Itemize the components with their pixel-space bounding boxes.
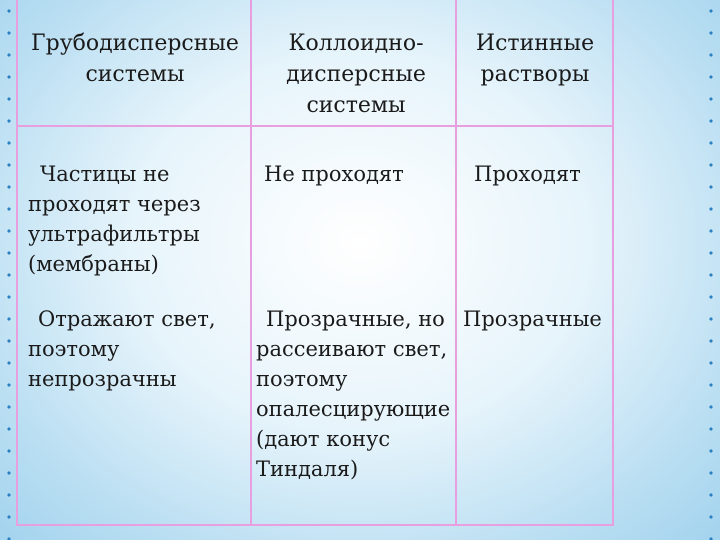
row2-coarse: Отражают свет, поэтому непрозрачны — [28, 307, 216, 391]
header-true-solutions: Истинные растворы — [475, 31, 595, 87]
header-colloidal: Коллоидно-дисперсные системы — [286, 31, 426, 118]
header-coarse-dispersed: Грубодисперсные системы — [31, 31, 239, 87]
row2-true: Прозрачные — [463, 307, 602, 331]
row1-coarse: Частицы не проходят через ультрафильтры (мембраны) — [28, 162, 201, 276]
table-border-right — [612, 0, 614, 526]
header-divider — [16, 125, 614, 127]
column-divider-2 — [455, 0, 457, 526]
row1-colloidal: Не проходят — [264, 162, 404, 186]
comparison-table — [16, 0, 614, 526]
table-border-left — [16, 0, 18, 526]
table-border-bottom — [16, 524, 614, 526]
row1-true: Проходят — [474, 162, 581, 186]
decorative-border-right — [702, 0, 720, 540]
row2-colloidal: Прозрачные, но рассеивают свет, поэтому опалесцирующие (дают конус Тиндаля) — [256, 307, 451, 481]
column-divider-1 — [250, 0, 252, 526]
